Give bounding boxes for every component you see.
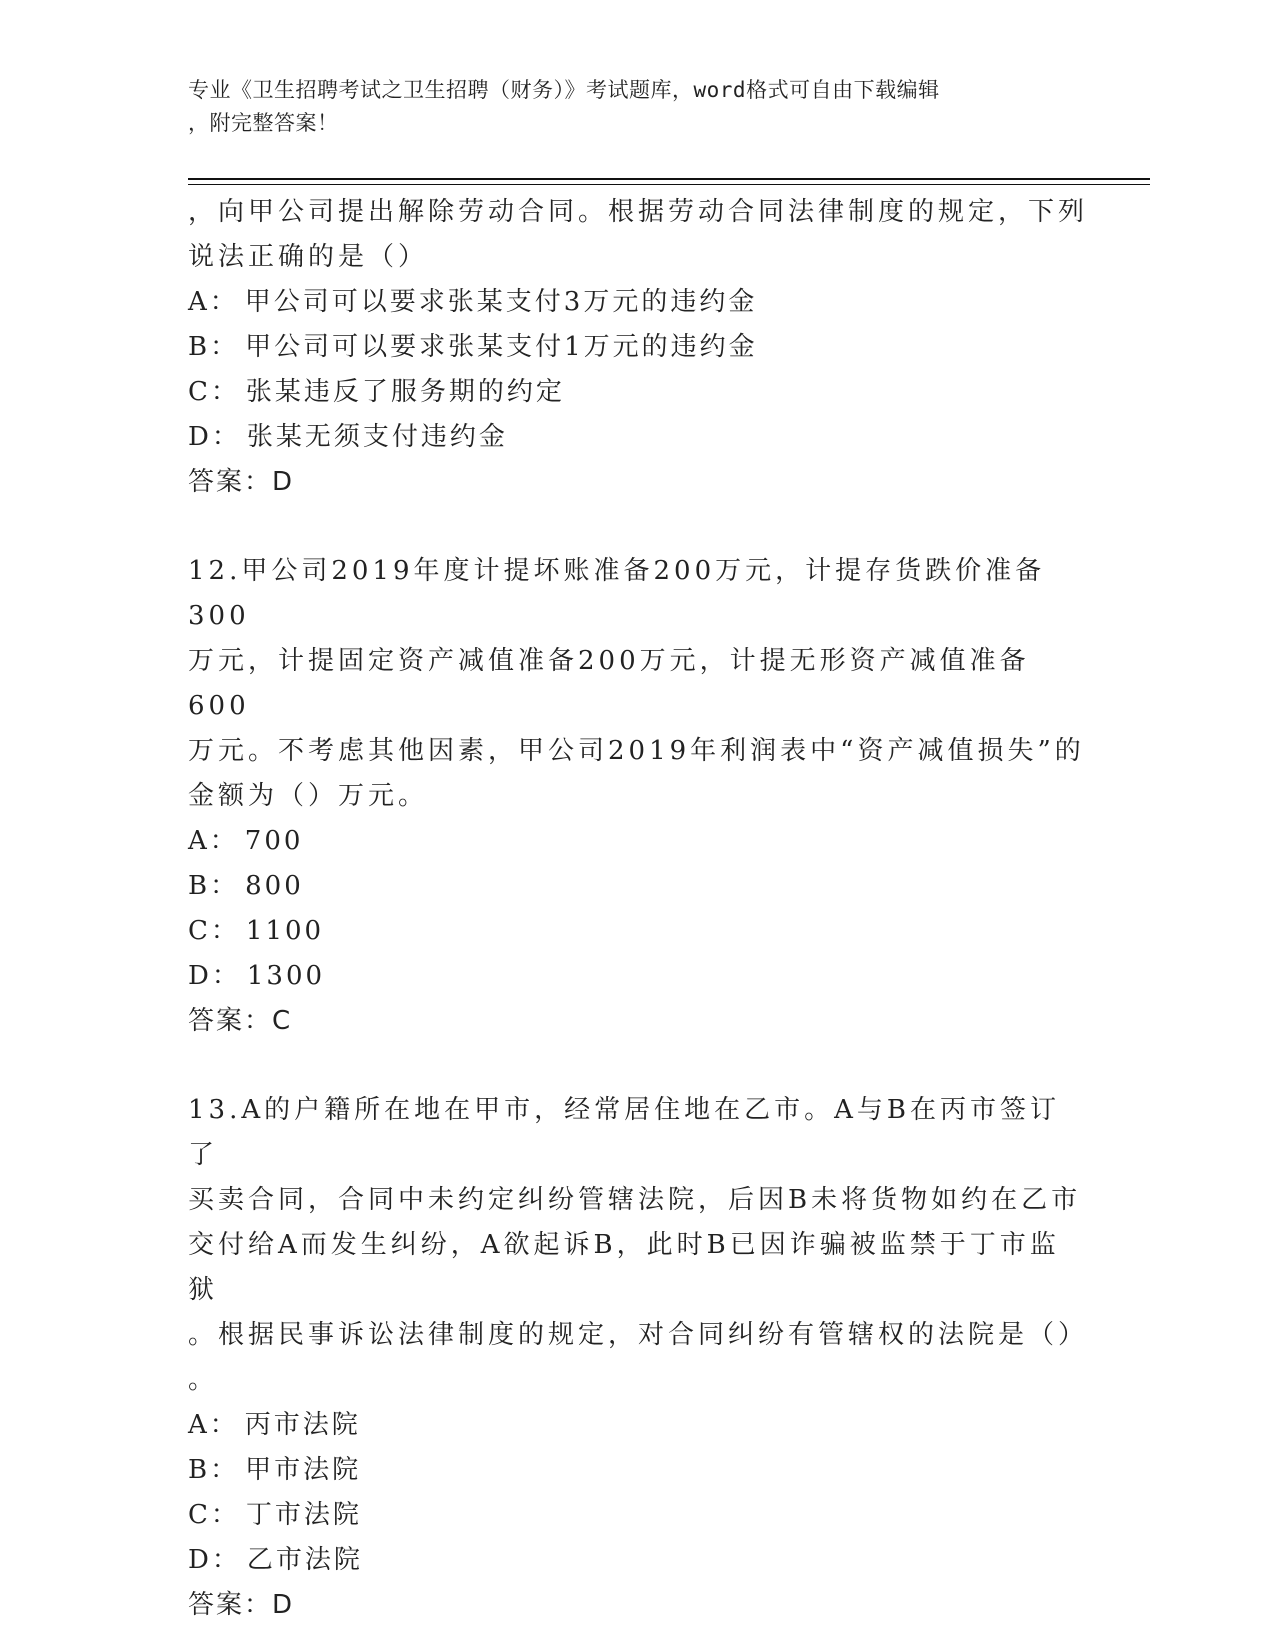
question-list: [188, 190, 1088, 1628]
question-text-line: 万元，计提固定资产减值准备200万元，计提无形资产减值准备600: [188, 646, 1030, 721]
option-value: 甲市法院: [245, 1455, 362, 1485]
option-c: [188, 370, 1088, 415]
option-value: 1300: [246, 961, 326, 991]
option-a: [188, 819, 1088, 864]
question-text-line: 。: [188, 1365, 219, 1395]
question-text-line: 13.A的户籍所在地在甲市，经常居住地在乙市。A与B在丙市签订了: [188, 1095, 1061, 1170]
option-d: [188, 1538, 1088, 1583]
option-key: A：: [188, 826, 239, 856]
answer-line: 答案：C: [188, 1006, 293, 1036]
question-text-line: 交付给A而发生纠纷，A欲起诉B，此时B已因诈骗被监禁于丁市监狱: [188, 1230, 1060, 1305]
answer-line: 答案：D: [188, 467, 295, 497]
question-text-line: 万元。不考虑其他因素，甲公司2019年利润表中“资产减值损失”的: [188, 736, 1085, 766]
question-text-line: 买卖合同，合同中未约定纠纷管辖法院，后因B未将货物如约在乙市: [188, 1185, 1082, 1215]
option-value: 张某违反了服务期的约定: [245, 377, 565, 407]
question-text-line: 12.甲公司2019年度计提坏账准备200万元，计提存货跌价准备300: [188, 556, 1046, 631]
option-c: [188, 1493, 1088, 1538]
option-value: 800: [245, 871, 304, 901]
option-a: [188, 280, 1088, 325]
answer-line: 答案：D: [188, 1590, 295, 1620]
question-text-line: 说法正确的是（）: [188, 242, 429, 272]
option-value: 1100: [245, 916, 325, 946]
document-header: [188, 74, 1078, 140]
option-value: 丁市法院: [245, 1500, 362, 1530]
option-b: [188, 325, 1088, 370]
option-a: [188, 1403, 1088, 1448]
option-key: C：: [188, 916, 240, 946]
header-line-1: 专业《卫生招聘考试之卫生招聘（财务）》考试题库，word格式可自由下载编辑: [188, 78, 940, 102]
option-value: 乙市法院: [246, 1545, 363, 1575]
question-spacer: [188, 505, 1088, 549]
header-divider-thick: [188, 178, 1150, 180]
header-divider-thin: [188, 184, 1150, 185]
option-value: 丙市法院: [244, 1410, 361, 1440]
option-key: B：: [188, 871, 240, 901]
option-key: A：: [188, 287, 239, 317]
question-11: [188, 190, 1088, 505]
option-value: 张某无须支付违约金: [246, 422, 508, 452]
option-key: B：: [188, 1455, 240, 1485]
option-value: 甲公司可以要求张某支付3万元的违约金: [244, 287, 758, 317]
option-key: D：: [188, 1545, 241, 1575]
question-spacer: [188, 1044, 1088, 1088]
option-value: 700: [244, 826, 304, 856]
question-13: [188, 1088, 1088, 1628]
option-value: 甲公司可以要求张某支付1万元的违约金: [245, 332, 758, 362]
option-key: D：: [188, 961, 241, 991]
option-b: [188, 1448, 1088, 1493]
option-key: A：: [188, 1410, 239, 1440]
option-c: [188, 909, 1088, 954]
option-d: [188, 954, 1088, 999]
option-key: D：: [188, 422, 241, 452]
header-line-2: ，附完整答案！: [188, 111, 339, 135]
question-12: [188, 549, 1088, 1044]
question-text-line: ，向甲公司提出解除劳动合同。根据劳动合同法律制度的规定，下列: [188, 197, 1089, 227]
option-b: [188, 864, 1088, 909]
option-key: C：: [188, 1500, 240, 1530]
option-key: C：: [188, 377, 240, 407]
question-text-line: 金额为（）万元。: [188, 781, 429, 811]
option-d: [188, 415, 1088, 460]
option-key: B：: [188, 332, 240, 362]
question-text-line: 。根据民事诉讼法律制度的规定，对合同纠纷有管辖权的法院是（）: [188, 1320, 1089, 1350]
